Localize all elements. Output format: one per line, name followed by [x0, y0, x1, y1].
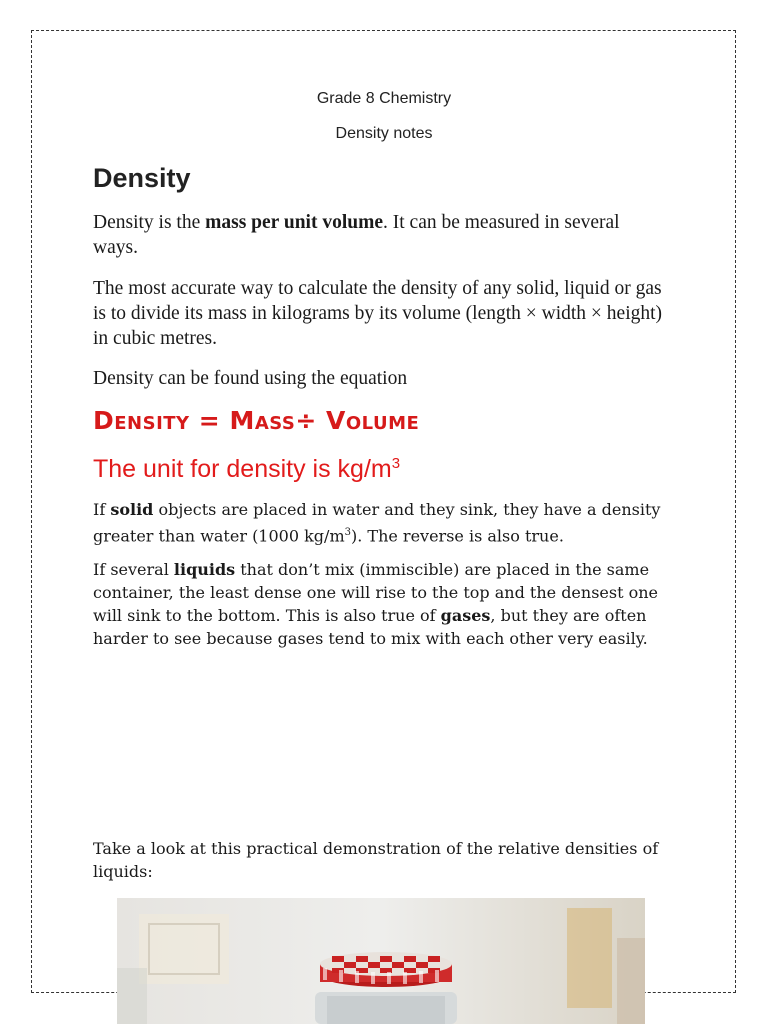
- solid-text-b: objects are placed in water and they sink, they have a density greater than water (1000 kg/m: [93, 500, 661, 546]
- solid-bold: solid: [110, 500, 154, 519]
- solid-text-a: If: [93, 500, 111, 519]
- unit-superscript: 3: [391, 455, 401, 472]
- definition-paragraph: [93, 210, 663, 260]
- definition-text-b: . It can be measured in several ways.: [93, 212, 620, 258]
- solid-paragraph: [93, 498, 673, 547]
- demonstration-paragraph: Take a look at this practical demonstration of the relative densities of liquids:: [93, 839, 659, 881]
- liquids-bold: liquids: [173, 560, 236, 579]
- liquids-text-b: that don’t mix (immiscible) are placed in the same container, the least dense one will rise to the top and the densest one will sink to the bottom. This is also true of: [93, 560, 659, 625]
- equation-intro: Density can be found using the equation: [93, 368, 408, 389]
- density-equation: Density = Mass÷ Volume: [93, 406, 420, 435]
- liquids-paragraph: [93, 558, 673, 650]
- solid-text-c: ). The reverse is also true.: [350, 526, 564, 546]
- gases-bold: gases: [440, 606, 491, 625]
- definition-bold: mass per unit volume: [205, 212, 383, 233]
- page-header-subtitle: Density notes: [335, 125, 433, 142]
- jar-photo: [117, 898, 645, 1024]
- unit-line: [93, 455, 400, 484]
- liquids-text-a: If several: [93, 560, 174, 579]
- liquids-text-c: , but they are often harder to see because gases tend to mix with each other very easily.: [93, 606, 648, 648]
- solid-superscript: 3: [344, 527, 351, 538]
- unit-text: The unit for density is kg/m: [93, 455, 392, 483]
- page-header-title: Grade 8 Chemistry: [316, 90, 452, 107]
- section-heading: Density: [93, 163, 191, 193]
- jar-photo-illustration: [117, 898, 645, 1024]
- calculation-paragraph: The most accurate way to calculate the density of any solid, liquid or gas is to divide its mass in kilograms by its volume (length × width × height) in cubic metres.: [93, 278, 663, 349]
- definition-text-a: Density is the: [93, 212, 206, 233]
